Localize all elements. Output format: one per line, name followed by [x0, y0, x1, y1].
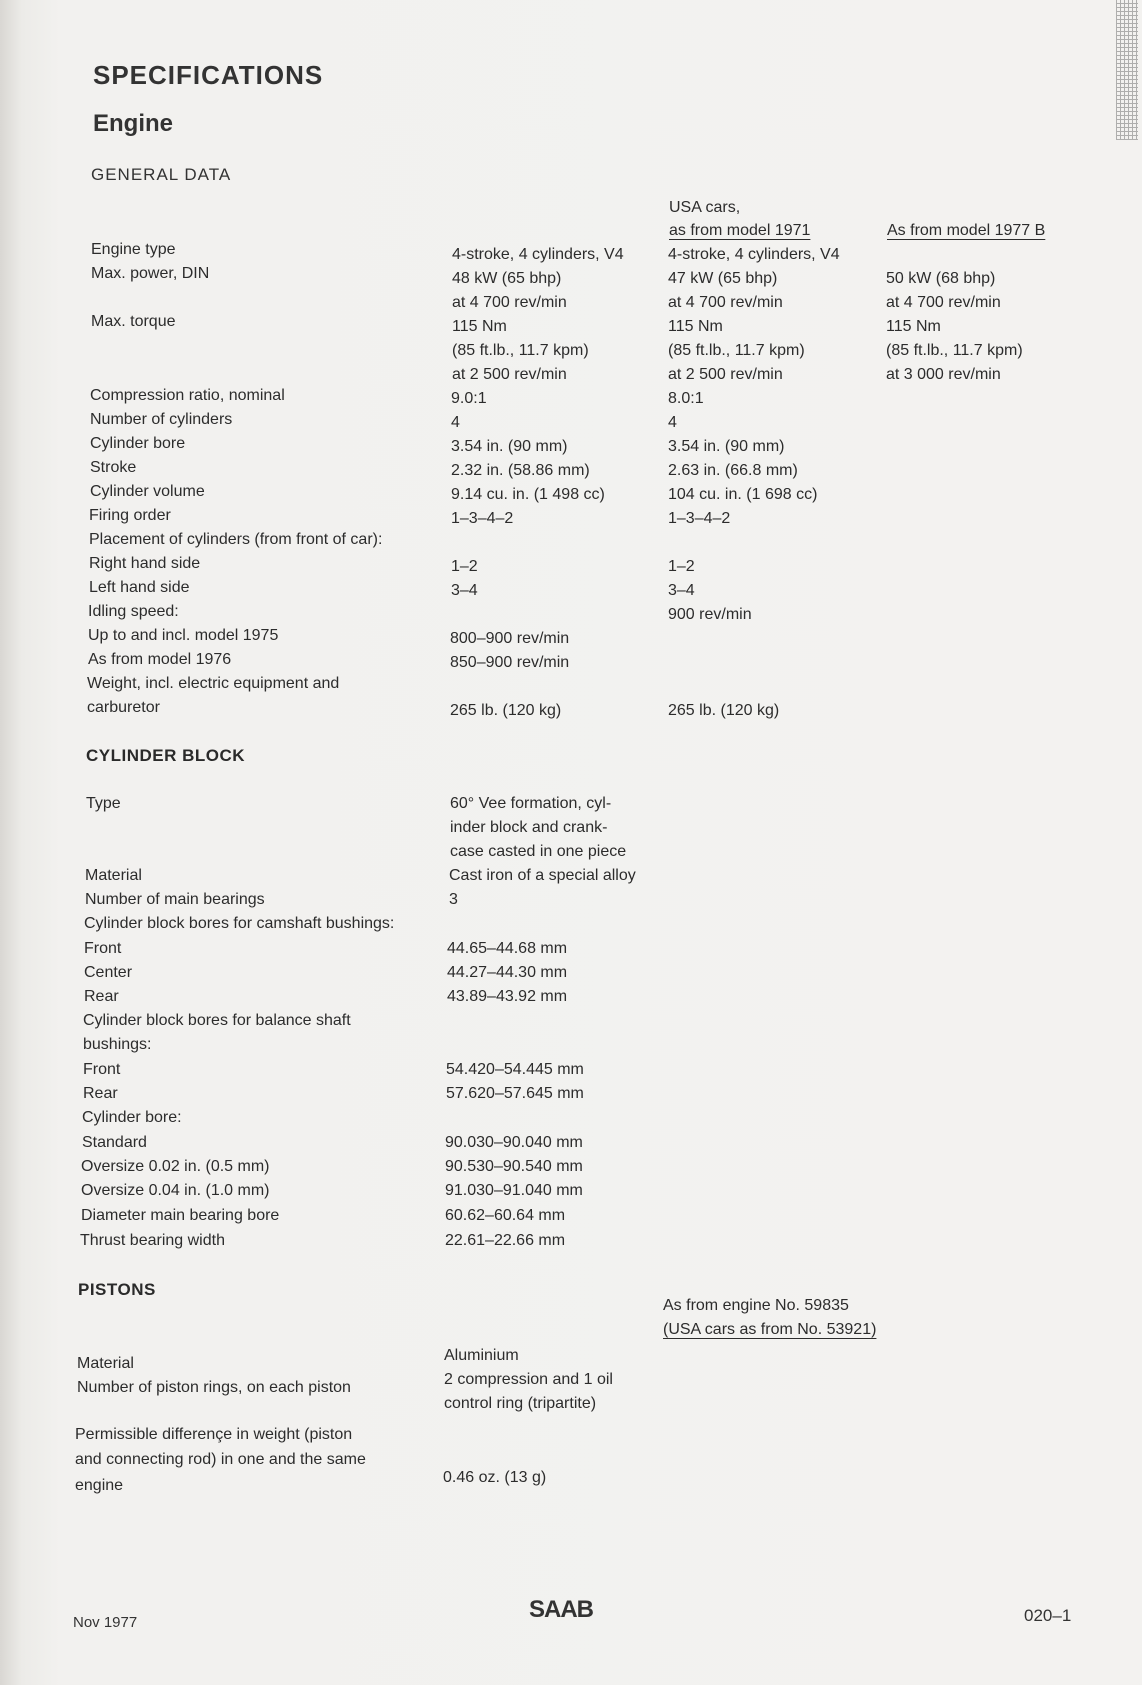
spec-label: Cylinder bore: [82, 1109, 182, 1126]
spec-value-usa: 8.0:1 [668, 390, 704, 407]
spec-label: Front [84, 940, 122, 957]
spec-value: 0.46 oz. (13 g) [443, 1469, 547, 1486]
spec-value: 1–2 [451, 558, 478, 575]
spec-value: at 4 700 rev/min [452, 294, 567, 311]
page-title: SPECIFICATIONS [93, 60, 324, 90]
spec-label: Left hand side [89, 579, 190, 596]
spec-label: Oversize 0.04 in. (1.0 mm) [81, 1182, 270, 1199]
usa-column-heading-2: as from model 1971 [669, 222, 811, 239]
spec-value: Cast iron of a special alloy [449, 867, 636, 884]
spec-value-usa: at 4 700 rev/min [668, 294, 783, 311]
spec-label: Number of piston rings, on each piston [77, 1379, 351, 1396]
spec-label: Number of main bearings [85, 891, 265, 908]
spec-label: Max. torque [91, 313, 176, 330]
spec-label: Number of cylinders [90, 411, 233, 428]
spec-label: Max. power, DIN [91, 265, 210, 282]
spec-value: 9.0:1 [451, 390, 487, 407]
spec-value: 60.62–60.64 mm [445, 1207, 566, 1224]
spec-label: Front [83, 1061, 121, 1078]
spec-label: Center [84, 964, 133, 981]
spec-label: engine [75, 1477, 124, 1494]
spec-value: 3–4 [451, 582, 478, 599]
spec-value: 44.65–44.68 mm [447, 940, 568, 957]
spec-value: Aluminium [444, 1347, 519, 1364]
spec-label: carburetor [87, 699, 160, 716]
spec-value: 54.420–54.445 mm [446, 1061, 584, 1078]
spec-value: control ring (tripartite) [444, 1395, 597, 1412]
page-number: 020–1 [1024, 1606, 1072, 1625]
spec-value: 9.14 cu. in. (1 498 cc) [451, 486, 605, 503]
spec-label: Material [77, 1355, 134, 1372]
spec-label: Standard [82, 1134, 147, 1151]
spec-value: 1–3–4–2 [451, 510, 514, 527]
spec-label: and connecting rod) in one and the same [75, 1451, 366, 1468]
spec-value: 43.89–43.92 mm [447, 988, 568, 1005]
spec-label: bushings: [83, 1036, 152, 1053]
model-1977b-column-heading: As from model 1977 B [887, 222, 1046, 239]
spec-value: 90.530–90.540 mm [445, 1158, 583, 1175]
spec-value-1977b: 115 Nm [886, 318, 941, 335]
spec-value-usa: 3–4 [668, 582, 695, 599]
spec-value: 91.030–91.040 mm [445, 1182, 583, 1199]
spec-value: (85 ft.lb., 11.7 kpm) [452, 342, 589, 359]
spec-label: As from model 1976 [88, 651, 232, 668]
spec-value: 4-stroke, 4 cylinders, V4 [452, 246, 624, 263]
spec-label: Stroke [90, 459, 137, 476]
spec-value: inder block and crank- [450, 819, 608, 836]
page-edge-pattern [1116, 0, 1138, 140]
spec-value-usa: 4 [668, 414, 677, 431]
spec-value: 90.030–90.040 mm [445, 1134, 583, 1151]
spec-value-usa: 4-stroke, 4 cylinders, V4 [668, 246, 840, 263]
spec-value-usa: 115 Nm [668, 318, 723, 335]
pistons-column-heading-1: As from engine No. 59835 [663, 1297, 849, 1314]
pistons-column-heading-2: (USA cars as from No. 53921) [663, 1321, 877, 1338]
cylinder-block-heading: CYLINDER BLOCK [86, 746, 246, 765]
spec-label: Rear [84, 988, 119, 1005]
spec-value: at 2 500 rev/min [452, 366, 567, 383]
spec-value-usa: 1–2 [668, 558, 695, 575]
spec-label: Permissible differençe in weight (piston [75, 1426, 353, 1443]
spec-label: Right hand side [89, 555, 201, 572]
spec-value-usa: 104 cu. in. (1 698 cc) [668, 486, 818, 503]
spec-label: Cylinder bore [90, 435, 186, 452]
spec-value: 800–900 rev/min [450, 630, 570, 647]
spec-value-1977b: at 4 700 rev/min [886, 294, 1001, 311]
spec-value: 3.54 in. (90 mm) [451, 438, 568, 455]
spec-value-usa: at 2 500 rev/min [668, 366, 783, 383]
spec-value: 57.620–57.645 mm [446, 1085, 584, 1102]
saab-logo: SAAB [529, 1596, 594, 1623]
spec-label: Type [86, 795, 121, 812]
footer-date: Nov 1977 [73, 1614, 138, 1631]
spec-label: Cylinder block bores for balance shaft [83, 1012, 351, 1029]
subsection-title: GENERAL DATA [91, 165, 232, 184]
spec-label: Oversize 0.02 in. (0.5 mm) [81, 1158, 270, 1175]
spec-value: 2.32 in. (58.86 mm) [451, 462, 590, 479]
spec-value-usa: 1–3–4–2 [668, 510, 731, 527]
spec-label: Placement of cylinders (from front of car): [89, 531, 383, 548]
spec-value-usa: 47 kW (65 bhp) [668, 270, 778, 287]
spec-label: Weight, incl. electric equipment and [87, 675, 340, 692]
spec-value: 850–900 rev/min [450, 654, 570, 671]
spec-value: 265 lb. (120 kg) [450, 702, 562, 719]
spec-value: 3 [449, 891, 458, 908]
spec-value-1977b: (85 ft.lb., 11.7 kpm) [886, 342, 1023, 359]
spec-value: 60° Vee formation, cyl- [450, 795, 612, 812]
spec-label: Cylinder volume [90, 483, 205, 500]
spec-value: 44.27–44.30 mm [447, 964, 568, 981]
spec-label: Up to and incl. model 1975 [88, 627, 279, 644]
spec-value: 22.61–22.66 mm [445, 1232, 566, 1249]
usa-column-heading-1: USA cars, [669, 199, 741, 216]
spec-value: 2 compression and 1 oil [444, 1371, 613, 1388]
spec-value-usa: 2.63 in. (66.8 mm) [668, 462, 798, 479]
spec-label: Engine type [91, 241, 176, 258]
spec-value: 115 Nm [452, 318, 507, 335]
spec-value: 48 kW (65 bhp) [452, 270, 562, 287]
spec-label: Material [85, 867, 142, 884]
pistons-heading: PISTONS [78, 1280, 156, 1299]
spec-label: Idling speed: [88, 603, 179, 620]
spec-value-usa: 265 lb. (120 kg) [668, 702, 780, 719]
spec-value: case casted in one piece [450, 843, 627, 860]
spec-label: Compression ratio, nominal [90, 387, 285, 404]
spec-value-usa: 900 rev/min [668, 606, 752, 623]
spec-label: Firing order [89, 507, 171, 524]
section-title: Engine [93, 110, 174, 137]
spec-label: Thrust bearing width [80, 1232, 225, 1249]
spec-value-usa: 3.54 in. (90 mm) [668, 438, 785, 455]
spec-value: 4 [451, 414, 460, 431]
spec-label: Rear [83, 1085, 118, 1102]
spec-value-1977b: 50 kW (68 bhp) [886, 270, 996, 287]
spec-value-usa: (85 ft.lb., 11.7 kpm) [668, 342, 805, 359]
spec-label: Diameter main bearing bore [81, 1207, 280, 1224]
spec-value-1977b: at 3 000 rev/min [886, 366, 1001, 383]
spec-label: Cylinder block bores for camshaft bushings: [84, 915, 395, 932]
